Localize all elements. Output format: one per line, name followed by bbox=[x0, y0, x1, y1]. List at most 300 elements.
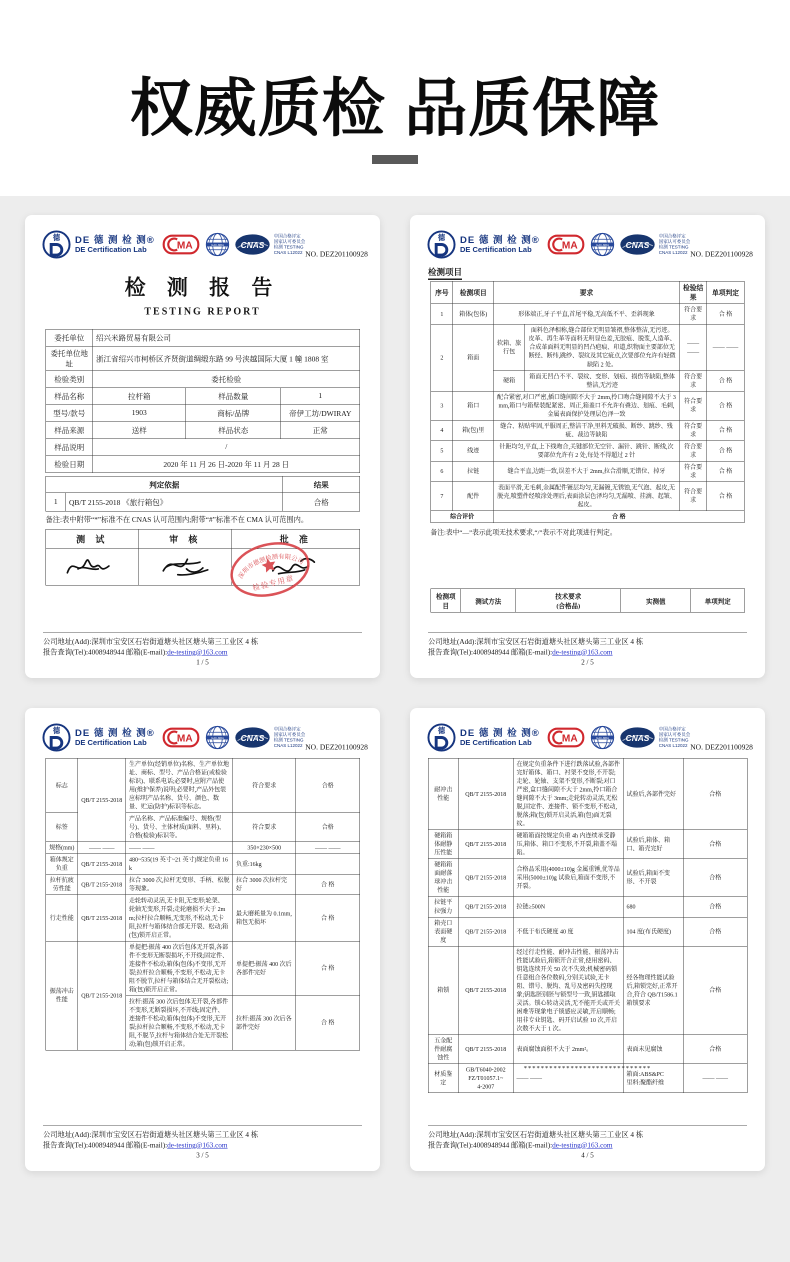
report-number: NO. DEZ201100928 bbox=[305, 250, 368, 259]
table-row bbox=[428, 917, 747, 946]
cell: 在规定负重条件下进行跌落试验,各部件完好箱体、箱口、衬架不变形,不开裂;走轮、轮轴、支架不变形,不断裂;对口严密,盒口缝间隙不大于 2mm,拎口箱合缝间隙不大于 3mm;走轮转动灵活,无松脱,固定件、连接件、锁不变形,不松动,脱落;箱(包)锁开启灵活,箱(包)面无裂纹。 bbox=[513, 758, 623, 830]
cell: 合格 bbox=[296, 758, 360, 813]
cell: 合 格 bbox=[296, 874, 360, 895]
cell: 标签 bbox=[46, 813, 78, 842]
cell: QB/T 2155-2018 bbox=[458, 917, 513, 946]
cnas-accreditation-text: 中国合格评定 国家认可委员会 检测 TESTING CNAS L12022 bbox=[658, 233, 691, 255]
table-row bbox=[46, 854, 360, 875]
table-row bbox=[431, 589, 745, 613]
footer-email-link[interactable]: de-testing@163.com bbox=[167, 1141, 228, 1150]
footer-tel: 报告查询(Tel):4008948944 邮箱(E-mail): bbox=[428, 1141, 553, 1150]
cell: 480~535(19 英寸~21 英寸)规定负重 16k bbox=[126, 854, 233, 875]
cell: 符合要求 bbox=[680, 482, 707, 511]
report-title-en: TESTING REPORT bbox=[144, 306, 261, 317]
table-row bbox=[431, 324, 745, 370]
test-items-section bbox=[431, 281, 745, 613]
table-row bbox=[46, 842, 360, 854]
svg-text:ILAC-MRA: ILAC-MRA bbox=[595, 736, 609, 740]
cell: 形体端正,牙子平直,首尾平稳,无高低不平、歪斜现象 bbox=[493, 304, 679, 325]
cell: 拉杆箱 bbox=[93, 388, 186, 405]
svg-text:ILAC-MRA: ILAC-MRA bbox=[210, 736, 224, 740]
cell: 样品数量 bbox=[186, 388, 281, 405]
cell: 样品来源 bbox=[46, 422, 93, 439]
report-card-3 bbox=[25, 708, 380, 1171]
cell: 3 bbox=[431, 391, 453, 420]
page-number: 4 / 5 bbox=[581, 1152, 594, 1160]
brand-block bbox=[75, 235, 155, 254]
cell: 箱面无凹凸不平、裂纹、变形、划痕、损伤等缺陷,整体整洁,无污迹 bbox=[525, 371, 680, 392]
cma-logo-icon bbox=[162, 233, 200, 257]
brand-name-cn: DE 德 测 检 测® bbox=[460, 727, 540, 739]
report-number: NO. DEZ201100928 bbox=[690, 250, 753, 259]
remark-note: 备注:表中附带“*”标准不在 CNAS 认可范围内;附带“#”标准不在 CMA 认可范围内。 bbox=[45, 516, 309, 524]
report-card-4 bbox=[410, 708, 765, 1171]
table-row bbox=[46, 895, 360, 941]
cell: 浙江省绍兴市柯桥区齐贤街道绸缎东路 99 号浃越国际大厦 1 幢 1808 室 bbox=[93, 346, 360, 371]
cell: 合格 bbox=[296, 813, 360, 842]
cell: 箱面 bbox=[453, 324, 493, 391]
cell: QB/T 2155-2018 bbox=[78, 941, 126, 1050]
cell: 帝伊工坊/DWIRAY bbox=[281, 405, 360, 422]
cell: 箱面:ABS&PC 里料:聚酯纤维 bbox=[623, 1064, 683, 1093]
footer-divider bbox=[43, 1126, 362, 1127]
cell: QB/T 2155-2018 bbox=[78, 854, 126, 875]
page-title: 权威质检 品质保障 bbox=[129, 74, 661, 144]
cnas-accreditation-text: 中国合格评定 国家认可委员会 检测 TESTING CNAS L12022 bbox=[273, 726, 306, 748]
table-row bbox=[428, 830, 747, 859]
report-header bbox=[42, 230, 368, 259]
cell: 符合要求 bbox=[233, 758, 296, 813]
footer-contact bbox=[428, 1140, 747, 1151]
cell: QB/T 2155-2018 bbox=[458, 946, 513, 1035]
cell: 试验后,箱面不变形、不开裂 bbox=[623, 859, 683, 897]
footer-divider bbox=[43, 633, 362, 634]
test-results-table bbox=[428, 758, 748, 1093]
table-row bbox=[431, 511, 745, 523]
cell: 1 bbox=[281, 388, 360, 405]
cell: 委托检验 bbox=[93, 371, 360, 388]
cell: 配件 bbox=[453, 482, 493, 511]
cell: 拉杆抗疲劳性能 bbox=[46, 874, 78, 895]
footer-address: 公司地址(Add):深圳市宝安区石岩街道塘头社区塘头第三工业区 4 栋 bbox=[43, 1131, 259, 1139]
footer-email-link[interactable]: de-testing@163.com bbox=[552, 648, 613, 657]
cell: 合格 bbox=[683, 830, 747, 859]
cell: 单项判定 bbox=[707, 281, 744, 304]
cell: 负重:16kg bbox=[233, 854, 296, 875]
brand-block bbox=[460, 235, 540, 254]
cell: 送样 bbox=[93, 422, 186, 439]
table-row bbox=[46, 439, 360, 456]
cma-logo-icon bbox=[547, 233, 585, 257]
cell: QB/T 2155-2018 bbox=[458, 859, 513, 897]
cell: QB/T 2155-2018 bbox=[458, 830, 513, 859]
cell: 符合要求 bbox=[680, 420, 707, 441]
report-page-4 bbox=[410, 708, 765, 1171]
svg-text:CNAS: CNAS bbox=[625, 240, 650, 251]
footer-contact bbox=[428, 647, 747, 658]
cell: 委托单位地址 bbox=[46, 346, 93, 371]
cell: 正常 bbox=[281, 422, 360, 439]
cell: 检验类别 bbox=[46, 371, 93, 388]
brand-block bbox=[460, 728, 540, 747]
cell: 合格 bbox=[683, 758, 747, 830]
svg-text:深圳市德测检测有限公司: 深圳市德测检测有限公司 bbox=[237, 553, 305, 581]
cell: 单项判定 bbox=[691, 589, 745, 613]
cell: QB/T 2155-2018 bbox=[78, 874, 126, 895]
cell: 合 格 bbox=[707, 391, 744, 420]
cell: QB/T 2155-2018 bbox=[458, 758, 513, 830]
cell: 单提把:振荡 400 次后各部件完好 bbox=[233, 941, 296, 996]
svg-text:CNAS: CNAS bbox=[240, 240, 265, 251]
cell: 检测项 目 bbox=[431, 589, 461, 613]
table-row bbox=[46, 371, 360, 388]
cell: 经过行走性能、耐冲击性能、振荡冲击性能试验后,箱锁开合正常,使用密码、钥匙连续开关 50 次不失效;机械密码锁任意组合各位数码,分别关试验,无卡阻、错号、脱钩、乱号及密码失控现象;钥匙胚别胚与锁型号一致,钥匙插取灵活。锁心转动灵活,无不能开关或开关困难等现象电子锁感应灵敏,开启顺畅;用非专业钥匙、码开启试验 10 次,开启次数不大于 1 次。 bbox=[513, 946, 623, 1035]
cell: 合格 bbox=[683, 896, 747, 917]
cell: 行走性能 bbox=[46, 895, 78, 941]
cell: 合 格 bbox=[296, 941, 360, 996]
cell: —— —— bbox=[78, 842, 126, 854]
cell: 针距均匀,平直,上下线吻合,关键部位无空针、漏针、跳针、断线,次要部位允许有 2 处,每处不得超过 2 针 bbox=[493, 441, 679, 462]
cell: 箱体规定负重 bbox=[46, 854, 78, 875]
report-footer bbox=[428, 633, 747, 668]
page-number: 3 / 5 bbox=[196, 1152, 209, 1160]
test-results-table bbox=[46, 758, 361, 1050]
cell: 综合评价 bbox=[431, 511, 494, 523]
signature-icon bbox=[156, 551, 214, 580]
report-header bbox=[427, 723, 753, 752]
cell: —— —— bbox=[680, 324, 707, 370]
cell: 试验后,箱体、箱口、箱壳完好 bbox=[623, 830, 683, 859]
cell: 箱(包)里 bbox=[453, 420, 493, 441]
report-card-2 bbox=[410, 215, 765, 678]
cell: 1 bbox=[46, 493, 66, 512]
svg-text:MA: MA bbox=[176, 733, 193, 745]
verdict-table bbox=[46, 476, 361, 512]
cell: 五金配件耐腐蚀性 bbox=[428, 1035, 458, 1064]
cell: 合 格 bbox=[707, 304, 744, 325]
cell: 产品名称、产品标准编号、规格(型号)、货号、主体材质(面料、里料)、合格(检验)标识等。 bbox=[126, 813, 233, 842]
cell: 拉杆:振荡 300 次后各部件完好 bbox=[233, 996, 296, 1051]
cell: 实测值 bbox=[621, 589, 691, 613]
cell: 拉杆:振荡 300 次后包体无开裂,各部件不变形,无断裂损坏,不开线;固定件、连接件不松动;箱体(包体)不变形,无开裂;拉杆拉合顺畅,不变形,不松动,无卡阻,不脱节,拉杆与箱体结合处无开裂松动;箱(包)锁开启正常。 bbox=[126, 996, 233, 1051]
footer-address: 公司地址(Add):深圳市宝安区石岩街道塘头社区塘头第三工业区 4 栋 bbox=[43, 638, 259, 646]
cell: 面料色泽相称,缝合部位无明显皱褶,整体整洁,无污迹。皮革、再生革等面料无明显色差,无胶痕、脱浆,人造革、合成革面料无明显的凹凸疤痕、印道,织物面主要部位无断经、断纬,跳纱、裂纹及其它疵点,次要部位允许有轻微缺陷 2 处。 bbox=[525, 324, 680, 370]
svg-text:CNAS: CNAS bbox=[240, 733, 265, 744]
cell: 走轮转动灵活,无卡阻,无变形;轮架、轮轴无变形,开裂;走轮磨损不大于 2mm;拉杆拉合顺畅,无变形,不松动,无卡阻,拉杆与箱体结合部无开裂、松动;箱(包)锁开启正常。 bbox=[126, 895, 233, 941]
cnas-logo-icon bbox=[234, 726, 271, 749]
footer-email-link[interactable]: de-testing@163.com bbox=[167, 648, 228, 657]
cell: 符合要求 bbox=[680, 391, 707, 420]
table-row bbox=[46, 329, 360, 346]
end-of-report-marker: ****************************** bbox=[523, 1064, 652, 1072]
brand-block bbox=[75, 728, 155, 747]
cell: 5 bbox=[431, 441, 453, 462]
brand-name-en: DE Certification Lab bbox=[75, 245, 147, 254]
cell: 合 格 bbox=[707, 420, 744, 441]
svg-text:德: 德 bbox=[52, 727, 61, 736]
cnas-accreditation-text: 中国合格评定 国家认可委员会 检测 TESTING CNAS L12022 bbox=[658, 726, 691, 748]
brand-name-cn: DE 德 测 检 测® bbox=[75, 727, 155, 739]
svg-text:MA: MA bbox=[561, 733, 578, 745]
footer-contact bbox=[43, 1140, 362, 1151]
table-row bbox=[428, 946, 747, 1035]
footer-contact bbox=[43, 647, 362, 658]
table-row bbox=[46, 346, 360, 371]
cell: 检验日期 bbox=[46, 456, 93, 473]
cell: 1 bbox=[431, 304, 453, 325]
cell: 表面腐蚀面积不大于 2mm²。 bbox=[513, 1035, 623, 1064]
table-row bbox=[431, 391, 745, 420]
table-row bbox=[46, 941, 360, 996]
footer-address: 公司地址(Add):深圳市宝安区石岩街道塘头社区塘头第三工业区 4 栋 bbox=[428, 1131, 644, 1139]
report-page-3 bbox=[25, 708, 380, 1171]
cell: 合 格 bbox=[707, 461, 744, 482]
table-row bbox=[46, 456, 360, 473]
table-row bbox=[46, 758, 360, 813]
table-row bbox=[46, 529, 360, 549]
cell: / bbox=[93, 439, 360, 456]
footer-tel: 报告查询(Tel):4008948944 邮箱(E-mail): bbox=[43, 648, 168, 657]
cell: —— —— bbox=[683, 1064, 747, 1093]
cell: 商标/品牌 bbox=[186, 405, 281, 422]
footer-email-link[interactable]: de-testing@163.com bbox=[552, 1141, 613, 1150]
brand-name-cn: DE 德 测 检 测® bbox=[460, 234, 540, 246]
cell: 样品状态 bbox=[186, 422, 281, 439]
cell: 硬箱 bbox=[493, 371, 524, 392]
ilac-mra-logo-icon bbox=[205, 232, 230, 257]
report-page-1 bbox=[25, 215, 380, 678]
report-card-1 bbox=[25, 215, 380, 678]
remark-note: 备注:表中“—”表示此项无技术要求,“/”表示不对此项进行判定。 bbox=[430, 528, 617, 536]
report-number: NO. DEZ201100928 bbox=[690, 743, 753, 752]
svg-text:德: 德 bbox=[437, 234, 446, 243]
cma-logo-icon bbox=[162, 726, 200, 750]
cell: 硬箱箱体耐静压性能 bbox=[428, 830, 458, 859]
cell: 合格 bbox=[283, 493, 360, 512]
cell: 测 试 bbox=[46, 529, 139, 549]
cell: 合 格 bbox=[707, 371, 744, 392]
cell: —— —— bbox=[296, 842, 360, 854]
cell: 350×230×500 bbox=[233, 842, 296, 854]
cell: QB/T 2155-2018 bbox=[458, 896, 513, 917]
cell: 合格 bbox=[683, 917, 747, 946]
cell: 单提把:振荡 400 次后包体无开裂,各部件不变形无断裂损坏,不开线;固定件、连接件不松动;箱体(包体)不变形,无开裂;拉杆拉合顺畅,不变形,不松动,无卡阻不脱节,拉杆与箱体结合无开裂松动;箱(包)锁开启正常。 bbox=[126, 941, 233, 996]
test-items-table bbox=[431, 281, 745, 523]
cell: 表面平滑,无毛刺,金属配件镀层均匀,无漏镀,无锈蚀,无气泡、起皮,无脱壳,喷塑件经喷涂处理后,表面涂层色泽均匀,无漏喷、挂滴、起皱、起皮。 bbox=[493, 482, 679, 511]
cell: 耐冲击性能 bbox=[428, 758, 458, 830]
svg-text:MA: MA bbox=[176, 240, 193, 252]
svg-text:ILAC-MRA: ILAC-MRA bbox=[595, 243, 609, 247]
table-row bbox=[46, 388, 360, 405]
cell: 合 格 bbox=[296, 996, 360, 1051]
cell: 4 bbox=[431, 420, 453, 441]
cell: 符合要求 bbox=[680, 371, 707, 392]
cell: 要求 bbox=[493, 281, 679, 304]
cell: 材质鉴定 bbox=[428, 1064, 458, 1093]
table-row bbox=[431, 420, 745, 441]
ilac-mra-logo-icon bbox=[205, 725, 230, 750]
cnas-logo-icon bbox=[619, 233, 656, 256]
cell: 拉链 bbox=[453, 461, 493, 482]
table-row bbox=[428, 758, 747, 830]
cell: 符合要求 bbox=[680, 304, 707, 325]
footer-divider bbox=[428, 633, 747, 634]
report-footer bbox=[428, 1126, 747, 1161]
table-row bbox=[428, 859, 747, 897]
brand-name-cn: DE 德 测 检 测® bbox=[75, 234, 155, 246]
cell: —— —— bbox=[513, 1064, 623, 1093]
cell: 经各物理性能试验后,箱锁完好,正常开合,符合 QB/T1586.1 箱锁要求 bbox=[623, 946, 683, 1035]
report-footer bbox=[43, 633, 362, 668]
ilac-mra-logo-icon bbox=[590, 232, 615, 257]
cell: 序号 bbox=[431, 281, 453, 304]
cell: 拉合 3000 次,拉杆无变形、手柄、松脱等现象。 bbox=[126, 874, 233, 895]
svg-text:CNAS: CNAS bbox=[625, 733, 650, 744]
svg-text:检验专用章: 检验专用章 bbox=[251, 573, 296, 593]
cell: 拉链平拉强力 bbox=[428, 896, 458, 917]
cell: 软箱、旅行包 bbox=[493, 324, 524, 370]
cell: 委托单位 bbox=[46, 329, 93, 346]
report-header bbox=[42, 723, 368, 752]
cell: 合格品采用(4000±10)g 金属重锤,优等品采用(5000±10)g 试验后,箱面不变形,不开裂。 bbox=[513, 859, 623, 897]
table-row bbox=[46, 493, 360, 512]
cell: 不低于布氏硬度 40 度 bbox=[513, 917, 623, 946]
page-number: 2 / 5 bbox=[581, 659, 594, 667]
cell: 线迹 bbox=[453, 441, 493, 462]
table-row bbox=[46, 405, 360, 422]
ilac-mra-logo-icon bbox=[590, 725, 615, 750]
cell: 振荡冲击性能 bbox=[46, 941, 78, 1050]
cell: 2020 年 11 月 26 日-2020 年 11 月 28 日 bbox=[93, 456, 360, 473]
cnas-logo-icon bbox=[619, 726, 656, 749]
svg-text:ILAC-MRA: ILAC-MRA bbox=[210, 243, 224, 247]
brand-name-en: DE Certification Lab bbox=[460, 738, 532, 747]
cell: 104 度(布氏硬度) bbox=[623, 917, 683, 946]
cell: 1903 bbox=[93, 405, 186, 422]
cell: 批 准 bbox=[232, 529, 360, 549]
svg-text:MA: MA bbox=[561, 240, 578, 252]
cell: 缝合、粘贴牢固,平服周正,整洁干净,里料无破损、断纱、跳纱、残疵、裁边等缺陷 bbox=[493, 420, 679, 441]
cell: 型号/款号 bbox=[46, 405, 93, 422]
cell: 6 bbox=[431, 461, 453, 482]
cell: 表面未见腐蚀 bbox=[623, 1035, 683, 1064]
table-row bbox=[46, 874, 360, 895]
cell: 拉合 3000 次拉杆完好 bbox=[233, 874, 296, 895]
title-underline bbox=[372, 155, 418, 164]
cell: 硬箱箱面耐落球冲击性能 bbox=[428, 859, 458, 897]
reviewer-signature bbox=[139, 549, 232, 586]
cell: 判定依据 bbox=[46, 476, 283, 493]
cell: 680 bbox=[623, 896, 683, 917]
table-row bbox=[431, 482, 745, 511]
table-row bbox=[431, 304, 745, 325]
footer-address: 公司地址(Add):深圳市宝安区石岩街道塘头社区塘头第三工业区 4 栋 bbox=[428, 638, 644, 646]
cell: QB/T 2155-2018 bbox=[458, 1035, 513, 1064]
cell: 箱壳口表面硬度 bbox=[428, 917, 458, 946]
cell: 生产单位(经销单位)名称、生产单位地址、商标、型号、产品合格证(或检验标识)、联系电话;必要时,应附产品使用(维护保养)说明;必要时,产品外包装应标明产品名称、货号、颜色、数量、贮运(防护)标识等标志。 bbox=[126, 758, 233, 813]
cell: 样品名称 bbox=[46, 388, 93, 405]
cell: 箱锁 bbox=[428, 946, 458, 1035]
sample-info-table bbox=[46, 329, 361, 473]
cell: 合 格 bbox=[707, 441, 744, 462]
table-row bbox=[428, 1035, 747, 1064]
cell: 合 格 bbox=[707, 482, 744, 511]
cell: —— —— bbox=[707, 324, 744, 370]
report-title-cn: 检 测 报 告 bbox=[124, 276, 281, 300]
cell: 绍兴米路贸易有限公司 bbox=[93, 329, 360, 346]
cma-logo-icon bbox=[547, 726, 585, 750]
report-page-2 bbox=[410, 215, 765, 678]
cell: 样品说明 bbox=[46, 439, 93, 456]
svg-text:德: 德 bbox=[52, 234, 61, 243]
de-lab-logo-icon bbox=[427, 230, 456, 259]
cell: 2 bbox=[431, 324, 453, 391]
cell: QB/T 2155-2018 bbox=[78, 758, 126, 842]
cell: 缝合平直,边距一致,误差不大于 2mm,拉合滑顺,无错位、掉牙 bbox=[493, 461, 679, 482]
cnas-accreditation-text: 中国合格评定 国家认可委员会 检测 TESTING CNAS L12022 bbox=[273, 233, 306, 255]
signature-icon bbox=[63, 551, 121, 580]
cell: 审 核 bbox=[139, 529, 232, 549]
table-row bbox=[431, 281, 745, 304]
cell: GB/T6040-2002 FZ/T01057.1~ 4-2007 bbox=[458, 1064, 513, 1093]
table-row bbox=[428, 896, 747, 917]
section-label: 检测项目 bbox=[428, 265, 462, 280]
report-footer bbox=[43, 1126, 362, 1161]
table-row bbox=[431, 461, 745, 482]
cell: 规格(mm) bbox=[46, 842, 78, 854]
cell: 符合要求 bbox=[233, 813, 296, 842]
report-header bbox=[427, 230, 753, 259]
cell: 检验结果 bbox=[680, 281, 707, 304]
cell: 合 格 bbox=[296, 895, 360, 941]
cell: 结果 bbox=[283, 476, 360, 493]
brand-name-en: DE Certification Lab bbox=[75, 738, 147, 747]
cell: 标志 bbox=[46, 758, 78, 813]
de-lab-logo-icon bbox=[42, 230, 71, 259]
de-lab-logo-icon bbox=[42, 723, 71, 752]
page-number: 1 / 5 bbox=[196, 659, 209, 667]
footer-tel: 报告查询(Tel):4008948944 邮箱(E-mail): bbox=[43, 1141, 168, 1150]
cnas-logo-icon bbox=[234, 233, 271, 256]
cell: —— —— bbox=[126, 842, 233, 854]
tester-signature bbox=[46, 549, 139, 586]
table-row bbox=[431, 441, 745, 462]
cell: 试验后,各部件完好 bbox=[623, 758, 683, 830]
measurement-table bbox=[431, 589, 746, 613]
cell: 最大磨耗量为 0.1mm,箱包无损坏 bbox=[233, 895, 296, 941]
cell: 硬箱箱面按规定负重 4h 内连续承受静压,箱体、箱口不变形,不开裂,箱盖不塌陷。 bbox=[513, 830, 623, 859]
cell: 箱口 bbox=[453, 391, 493, 420]
cell: 7 bbox=[431, 482, 453, 511]
cell: 合格 bbox=[683, 1035, 747, 1064]
de-lab-logo-icon bbox=[427, 723, 456, 752]
cell: 合格 bbox=[683, 859, 747, 897]
cell: 配合紧密,对口严密,插口缝间隙不大于 2mm,拎口吻合缝间隙不大于 3mm,箱口与箱壁装配紧密、周正,箱盖口不允许有叠边、划痕、毛刺,金属表面保护处理层色泽一致 bbox=[493, 391, 679, 420]
cell: 箱体(包体) bbox=[453, 304, 493, 325]
svg-text:德: 德 bbox=[437, 727, 446, 736]
cell: 测试方法 bbox=[461, 589, 516, 613]
cell: 符合要求 bbox=[680, 461, 707, 482]
cell: 合 格 bbox=[493, 511, 744, 523]
report-number: NO. DEZ201100928 bbox=[305, 743, 368, 752]
cell: 符合要求 bbox=[680, 441, 707, 462]
footer-tel: 报告查询(Tel):4008948944 邮箱(E-mail): bbox=[428, 648, 553, 657]
table-row bbox=[46, 476, 360, 493]
cell: QB/T 2155-2018 《旅行箱包》 bbox=[66, 493, 283, 512]
cell: 技术要求 (合格品) bbox=[516, 589, 621, 613]
cell: QB/T 2155-2018 bbox=[78, 895, 126, 941]
footer-divider bbox=[428, 1126, 747, 1127]
